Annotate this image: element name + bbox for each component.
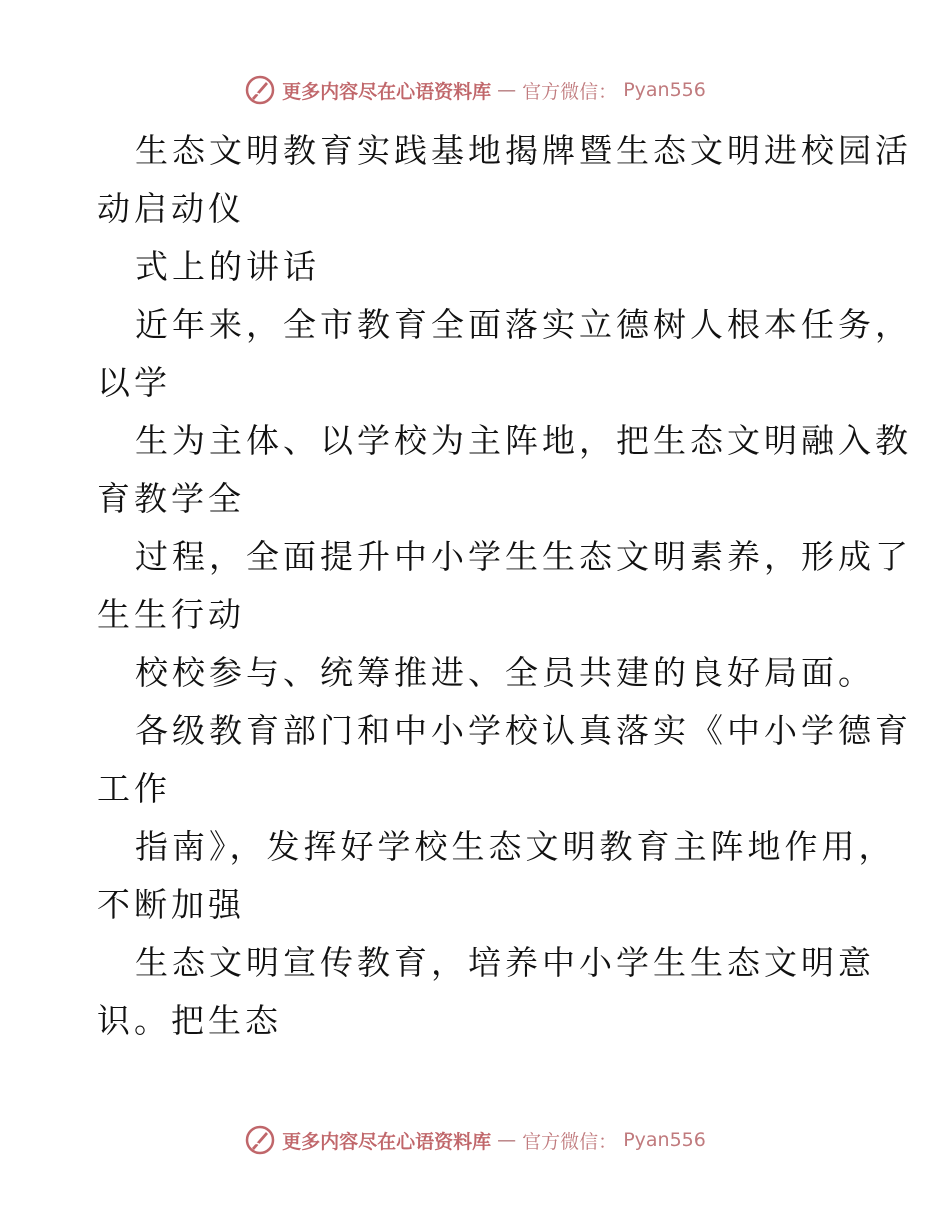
paragraph-line: 近年来，全市教育全面落实立德树人根本任务， <box>135 305 912 344</box>
paragraph-line: 生生行动 <box>97 595 245 634</box>
watermark-separator: — <box>497 1129 517 1151</box>
paragraph-line: 不断加强 <box>97 885 245 924</box>
document-body <box>97 122 912 1050</box>
watermark-separator: — <box>497 79 517 101</box>
paragraph-line: 动启动仪 <box>97 189 245 228</box>
watermark-wechat-id: Pyan556 <box>623 79 706 101</box>
paragraph-line: 识。把生态 <box>97 1001 282 1040</box>
paragraph-line: 各级教育部门和中小学校认真落实《中小学德育 <box>135 711 912 750</box>
paragraph-line: 工作 <box>97 769 171 808</box>
paragraph-line: 生态文明宣传教育，培养中小学生生态文明意 <box>135 943 875 982</box>
paragraph-line: 指南》，发挥好学校生态文明教育主阵地作用， <box>135 827 896 866</box>
watermark-wechat-id: Pyan556 <box>623 1129 706 1151</box>
watermark-label: 官方微信： <box>522 80 618 103</box>
watermark-label: 官方微信： <box>522 1130 618 1153</box>
quill-circle-icon <box>244 74 276 106</box>
paragraph-line: 生为主体、以学校为主阵地，把生态文明融入教 <box>135 421 912 460</box>
paragraph-line: 式上的讲话 <box>135 247 320 286</box>
quill-circle-icon <box>244 1124 276 1156</box>
header-watermark <box>0 70 950 110</box>
watermark-text: 更多内容尽在心语资料库 <box>282 1130 492 1153</box>
paragraph-line: 育教学全 <box>97 479 245 518</box>
paragraph-line: 过程，全面提升中小学生生态文明素养，形成了 <box>135 537 912 576</box>
watermark-text: 更多内容尽在心语资料库 <box>282 80 492 103</box>
paragraph-line: 以学 <box>97 363 171 402</box>
paragraph-line: 校校参与、统筹推进、全员共建的良好局面。 <box>135 653 875 692</box>
footer-watermark <box>0 1120 950 1160</box>
paragraph-line: 生态文明教育实践基地揭牌暨生态文明进校园活 <box>135 131 912 170</box>
